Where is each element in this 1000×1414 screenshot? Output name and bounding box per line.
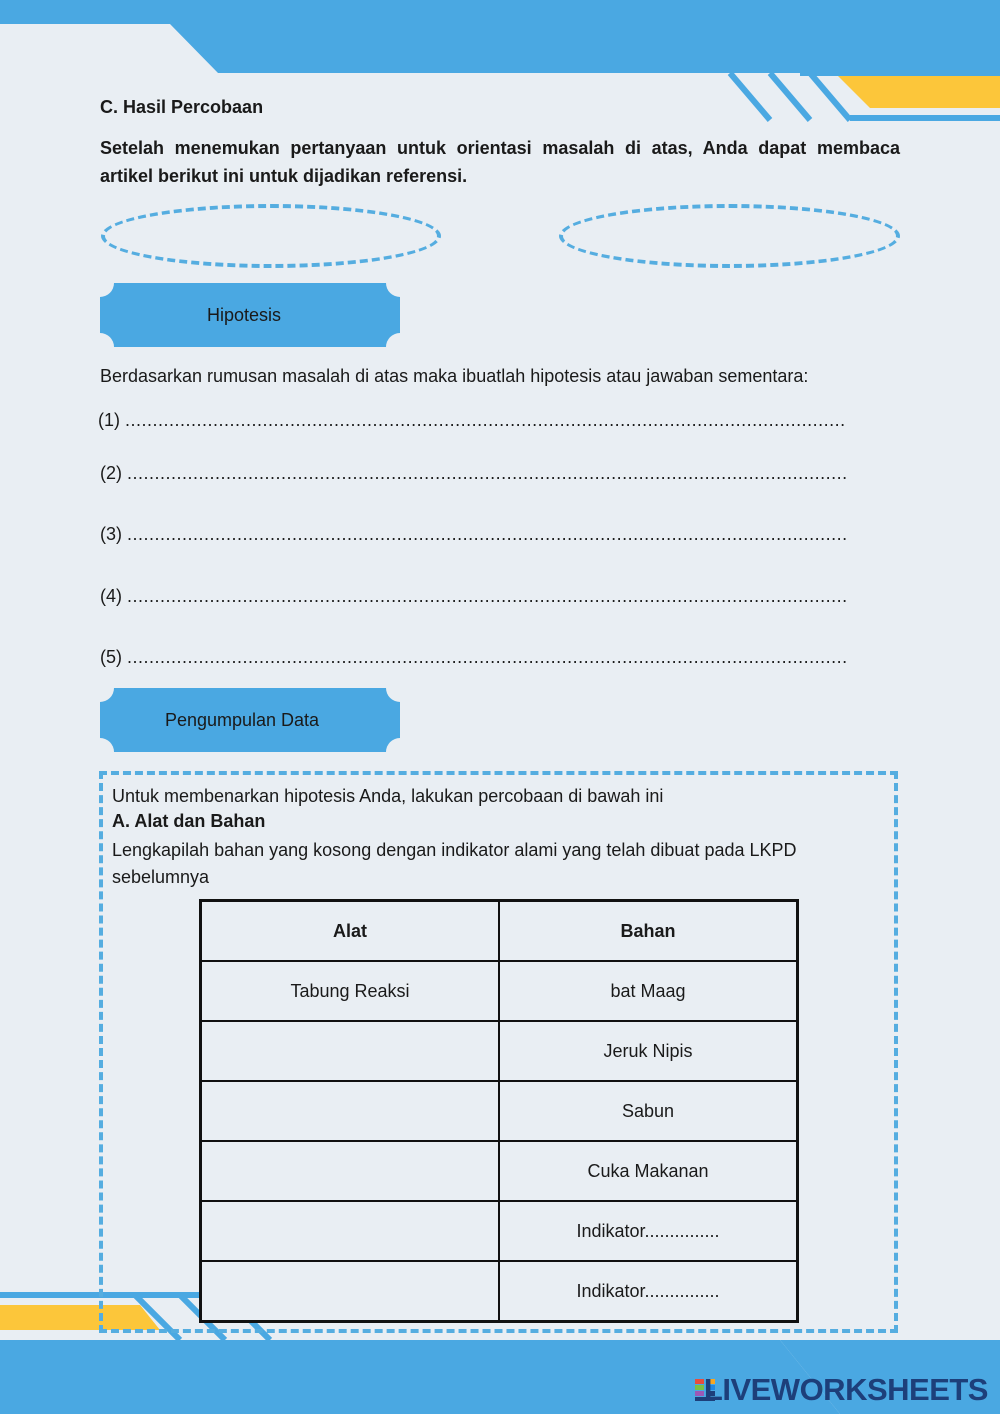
cell-bahan[interactable]: Indikator............... xyxy=(499,1261,798,1322)
hipotesis-label: Hipotesis xyxy=(206,305,282,325)
cell-alat[interactable] xyxy=(201,1021,500,1081)
cell-alat[interactable] xyxy=(201,1081,500,1141)
table-header-row xyxy=(201,901,798,962)
pengumpulan-banner xyxy=(100,688,400,752)
answer-line[interactable]: ................................................................................................................................... xyxy=(127,647,848,667)
hipotesis-item-5[interactable] xyxy=(100,647,895,668)
alat-bahan-title: A. Alat dan Bahan xyxy=(112,811,266,831)
alat-bahan-instruction: Lengkapilah bahan yang kosong dengan indikator alami yang telah dibuat pada LKPD sebelumnya xyxy=(112,840,797,887)
hipotesis-item-2[interactable] xyxy=(100,463,895,484)
hipotesis-item-3[interactable] xyxy=(100,524,895,545)
answer-line[interactable]: ................................................................................................................................... xyxy=(127,586,848,606)
table-row xyxy=(201,1261,798,1322)
cell-bahan: bat Maag xyxy=(499,961,798,1021)
cell-alat[interactable] xyxy=(201,1261,500,1322)
hipotesis-item-4[interactable] xyxy=(100,586,895,607)
answer-line[interactable]: ................................................................................................................................... xyxy=(127,463,848,483)
section-title: C. Hasil Percobaan xyxy=(100,97,264,117)
table-row xyxy=(201,1021,798,1081)
cell-bahan[interactable]: Indikator............... xyxy=(499,1201,798,1261)
intro-paragraph: Setelah menemukan pertanyaan untuk orientasi masalah di atas, Anda dapat membaca artikel berikut ini untuk dijadikan referensi. xyxy=(100,138,900,186)
alat-bahan-table xyxy=(199,899,799,1323)
answer-line[interactable]: ................................................................................................................................... xyxy=(127,524,848,544)
item-number: (4) xyxy=(100,586,122,606)
item-number: (2) xyxy=(100,463,122,483)
hipotesis-item-1[interactable] xyxy=(98,410,893,431)
cell-bahan: Jeruk Nipis xyxy=(499,1021,798,1081)
cell-bahan: Sabun xyxy=(499,1081,798,1141)
header-bahan: Bahan xyxy=(499,901,798,962)
header-alat: Alat xyxy=(201,901,500,962)
item-number: (5) xyxy=(100,647,122,667)
hipotesis-banner xyxy=(100,283,400,347)
pengumpulan-label: Pengumpulan Data xyxy=(164,710,320,730)
table-row xyxy=(201,1201,798,1261)
hipotesis-instruction: Berdasarkan rumusan masalah di atas maka ibuatlah hipotesis atau jawaban sementara: xyxy=(100,366,809,386)
cell-alat[interactable] xyxy=(201,1141,500,1201)
answer-oval-left[interactable] xyxy=(101,204,441,268)
item-number: (1) xyxy=(98,410,120,430)
answer-line[interactable]: ................................................................................................................................... xyxy=(125,410,846,430)
experiment-intro: Untuk membenarkan hipotesis Anda, lakukan percobaan di bawah ini xyxy=(112,786,664,806)
table-row xyxy=(201,1081,798,1141)
cell-bahan: Cuka Makanan xyxy=(499,1141,798,1201)
item-number: (3) xyxy=(100,524,122,544)
answer-oval-right[interactable] xyxy=(559,204,900,268)
cell-alat[interactable] xyxy=(201,1201,500,1261)
table-row xyxy=(201,961,798,1021)
table-row xyxy=(201,1141,798,1201)
liveworksheets-brand[interactable]: LIVEWORKSHEETS xyxy=(703,1372,988,1407)
cell-alat[interactable]: Tabung Reaksi xyxy=(201,961,500,1021)
